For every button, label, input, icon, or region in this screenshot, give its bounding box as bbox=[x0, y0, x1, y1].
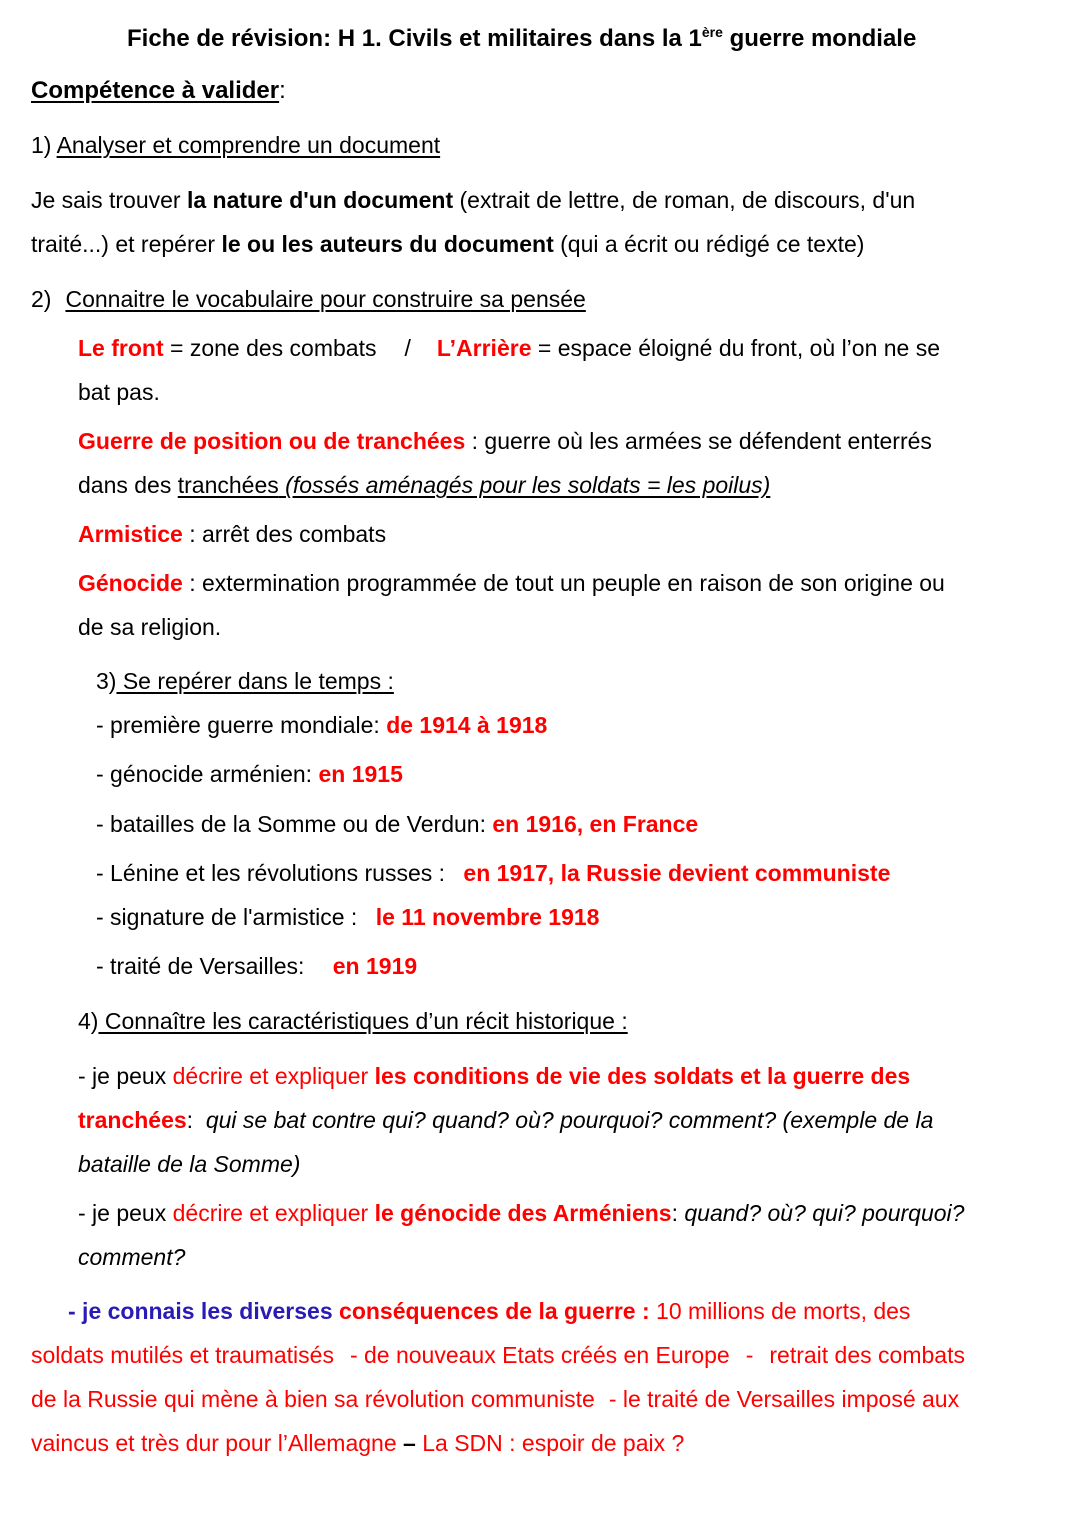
dash: – bbox=[403, 1430, 416, 1456]
red-bold-text: conséquences de la guerre : bbox=[339, 1298, 650, 1324]
red-text: retrait des combats bbox=[769, 1342, 965, 1368]
section-4-heading bbox=[78, 1010, 628, 1033]
timeline-date: en 1916, en France bbox=[492, 811, 699, 837]
definition: : guerre où les armées se défendent enterrés bbox=[465, 428, 932, 454]
definition: dans des bbox=[78, 472, 178, 498]
vocab-genocide-continued bbox=[78, 616, 221, 639]
bold-text: le ou les auteurs du document bbox=[221, 231, 554, 257]
consequences-line-3 bbox=[31, 1388, 959, 1411]
section-3-title: Se repérer dans le temps : bbox=[116, 668, 394, 694]
term: Génocide bbox=[78, 570, 183, 596]
page-title bbox=[127, 25, 916, 51]
section-1-line-1 bbox=[31, 189, 915, 212]
term: Armistice bbox=[78, 521, 183, 547]
italic-text: bataille de la Somme) bbox=[78, 1151, 301, 1177]
title-text: Fiche de révision: H 1. Civils et militaires dans la 1 bbox=[127, 25, 702, 52]
definition: : arrêt des combats bbox=[182, 521, 387, 547]
section-2-number: 2) bbox=[31, 286, 52, 312]
vocab-arriere-continued bbox=[78, 381, 160, 404]
recit-item-1-line-2 bbox=[78, 1109, 933, 1132]
section-1-line-2 bbox=[31, 233, 864, 256]
italic-note: (fossés aménagés pour les soldats = les poilus) bbox=[278, 472, 771, 498]
competence-label: Compétence à valider bbox=[31, 77, 280, 104]
text: (qui a écrit ou rédigé ce texte) bbox=[553, 231, 865, 257]
bold-text: la nature d'un document bbox=[186, 187, 454, 213]
timeline-item bbox=[96, 714, 547, 737]
red-bold-text: les conditions de vie des soldats et la guerre des bbox=[374, 1063, 911, 1089]
section-3-heading bbox=[96, 670, 394, 693]
timeline-label: - génocide arménien: bbox=[96, 761, 319, 787]
red-text: - le traité de Versailles imposé aux bbox=[608, 1386, 960, 1412]
term: L’Arrière bbox=[436, 335, 532, 361]
competence-colon: : bbox=[279, 77, 286, 104]
red-text: 10 millions de morts, des bbox=[649, 1298, 911, 1324]
section-3-number: 3) bbox=[96, 668, 117, 694]
timeline-item bbox=[96, 906, 599, 929]
section-1-title: Analyser et comprendre un document bbox=[56, 132, 441, 158]
consequences-line-2 bbox=[31, 1344, 965, 1367]
timeline-date: en 1915 bbox=[318, 761, 403, 787]
section-2-title: Connaitre le vocabulaire pour construire sa pensée bbox=[65, 286, 586, 312]
text: - je peux bbox=[78, 1063, 173, 1089]
timeline-item bbox=[96, 955, 417, 978]
red-text: décrire et expliquer bbox=[172, 1063, 375, 1089]
red-text: soldats mutilés et traumatisés bbox=[31, 1342, 334, 1368]
definition: : extermination programmée de tout un peuple en raison de son origine ou bbox=[182, 570, 945, 596]
consequences-line-4 bbox=[31, 1432, 684, 1455]
definition: = zone des combats bbox=[163, 335, 377, 361]
definition: bat pas. bbox=[78, 379, 160, 405]
timeline-date: de 1914 à 1918 bbox=[386, 712, 548, 738]
vocab-genocide bbox=[78, 572, 945, 595]
recit-item-1-line-1 bbox=[78, 1065, 910, 1088]
text: : bbox=[186, 1107, 206, 1133]
timeline-item bbox=[96, 763, 403, 786]
text: : bbox=[671, 1200, 685, 1226]
red-text: de la Russie qui mène à bien sa révolution communiste bbox=[31, 1386, 595, 1412]
timeline-item bbox=[96, 862, 890, 885]
separator: / bbox=[404, 335, 411, 361]
vocab-guerre-continued bbox=[78, 474, 770, 497]
italic-text: quand? où? qui? pourquoi? bbox=[684, 1200, 965, 1226]
timeline-label: - première guerre mondiale: bbox=[96, 712, 387, 738]
text: - je peux bbox=[78, 1200, 173, 1226]
vocab-armistice bbox=[78, 523, 386, 546]
text: Je sais trouver bbox=[31, 187, 187, 213]
definition: de sa religion. bbox=[78, 614, 222, 640]
text: traité...) et repérer bbox=[31, 231, 222, 257]
section-1-number: 1) bbox=[31, 132, 57, 158]
definition: = espace éloigné du front, où l’on ne se bbox=[531, 335, 941, 361]
section-2-heading bbox=[31, 288, 586, 311]
timeline-date: en 1919 bbox=[332, 953, 418, 979]
blue-bold-text: - je connais les diverses bbox=[68, 1298, 340, 1324]
consequences-line-1 bbox=[68, 1300, 910, 1323]
section-1-heading bbox=[31, 134, 440, 157]
timeline-date: en 1917, la Russie devient communiste bbox=[463, 860, 891, 886]
title-superscript: ère bbox=[701, 24, 723, 40]
red-text: - bbox=[745, 1342, 754, 1368]
competence-heading bbox=[31, 79, 286, 103]
text: (extrait de lettre, de roman, de discours, d'un bbox=[453, 187, 916, 213]
term: Le front bbox=[78, 335, 164, 361]
timeline-label: - Lénine et les révolutions russes : bbox=[96, 860, 452, 886]
timeline-item bbox=[96, 813, 698, 836]
red-bold-text: le génocide des Arméniens bbox=[374, 1200, 672, 1226]
red-text: décrire et expliquer bbox=[172, 1200, 375, 1226]
title-suffix: guerre mondiale bbox=[722, 25, 917, 52]
recit-item-2-line-2 bbox=[78, 1246, 185, 1269]
timeline-label: - traité de Versailles: bbox=[96, 953, 311, 979]
red-text: La SDN : espoir de paix ? bbox=[415, 1430, 685, 1456]
timeline-label: - batailles de la Somme ou de Verdun: bbox=[96, 811, 493, 837]
italic-text: comment? bbox=[78, 1244, 186, 1270]
red-bold-text: tranchées bbox=[78, 1107, 187, 1133]
italic-text: qui se bat contre qui? quand? où? pourquoi? comment? (exemple de la bbox=[205, 1107, 934, 1133]
underlined-word: tranchées bbox=[177, 472, 279, 498]
term: Guerre de position ou de tranchées bbox=[78, 428, 466, 454]
section-4-title: Connaître les caractéristiques d’un récit historique : bbox=[98, 1008, 628, 1034]
vocab-front bbox=[78, 337, 940, 360]
vocab-guerre bbox=[78, 430, 932, 453]
red-text: - de nouveaux Etats créés en Europe bbox=[349, 1342, 730, 1368]
recit-item-1-line-3 bbox=[78, 1153, 300, 1176]
red-text: vaincus et très dur pour l’Allemagne bbox=[31, 1430, 404, 1456]
recit-item-2-line-1 bbox=[78, 1202, 964, 1225]
section-4-number: 4) bbox=[78, 1008, 99, 1034]
timeline-label: - signature de l'armistice : bbox=[96, 904, 364, 930]
timeline-date: le 11 novembre 1918 bbox=[375, 904, 600, 930]
